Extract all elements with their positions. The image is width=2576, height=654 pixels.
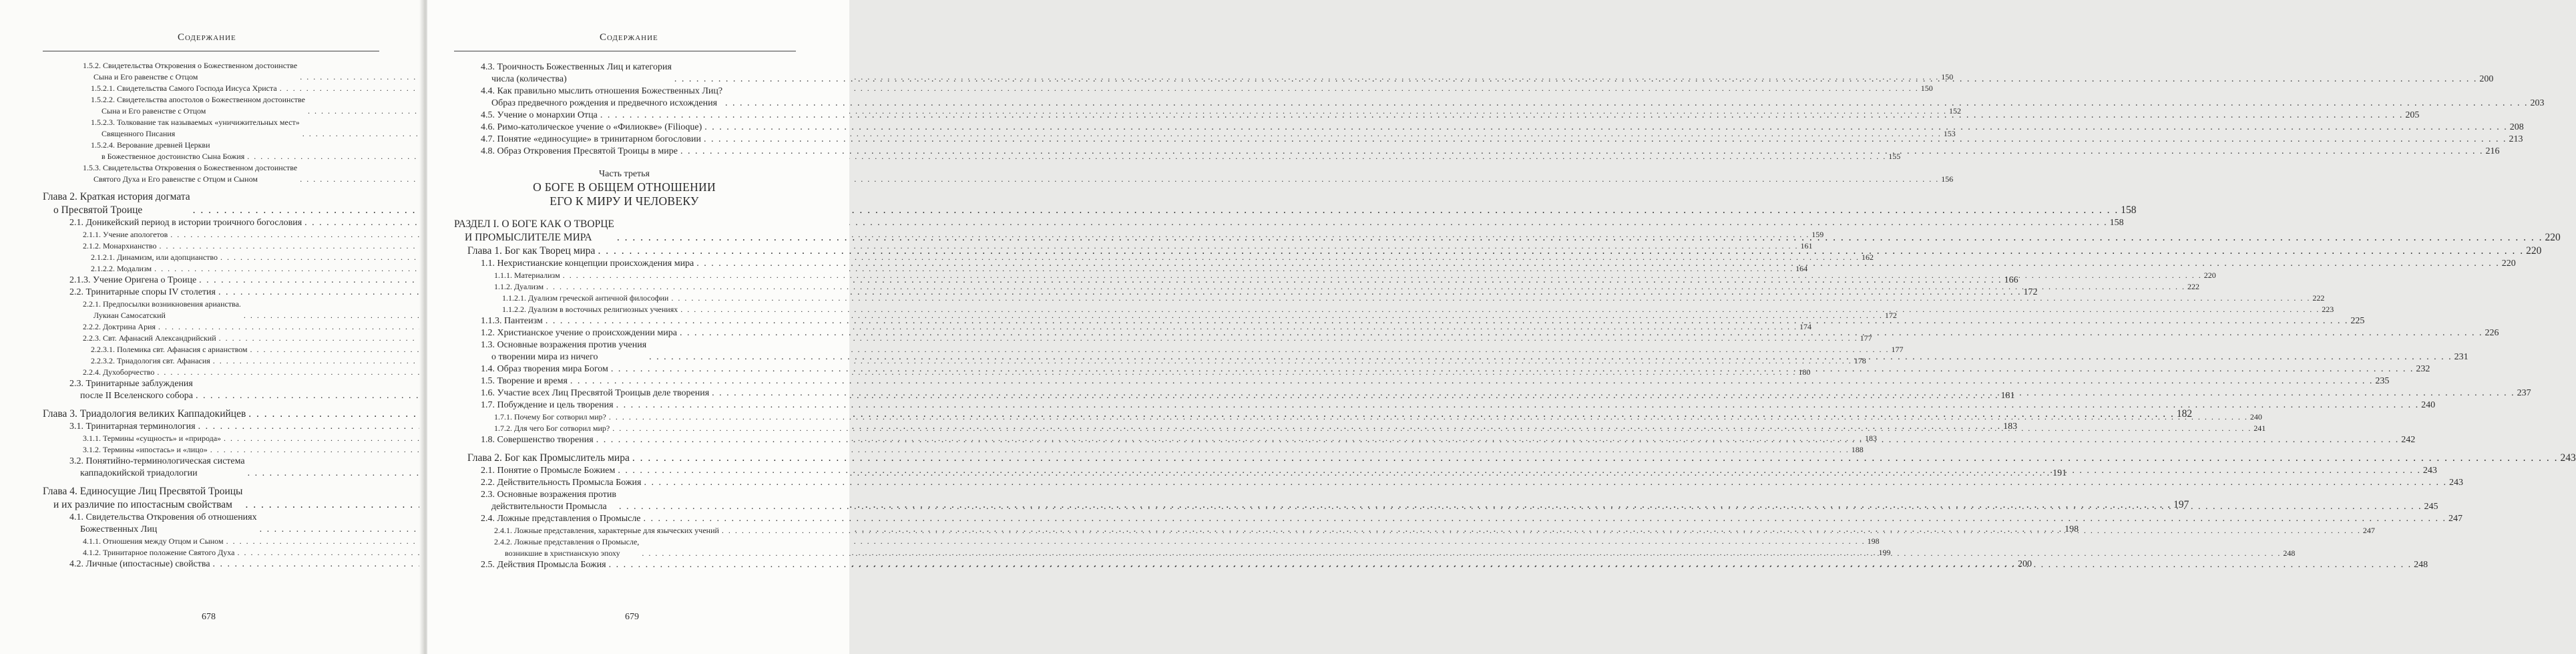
- toc-entry-title: [83, 547, 234, 558]
- toc-spacer: [43, 480, 377, 485]
- toc-entry-line: 1.5.2.3. Толкование так называемых «уничижительных мест»: [91, 118, 300, 127]
- toc-entry-page: 156: [1941, 174, 1954, 184]
- toc-entry[interactable]: [454, 304, 2334, 315]
- toc-entry[interactable]: [43, 444, 1864, 456]
- dot-leader: [649, 351, 2452, 363]
- toc-entry-page: 213: [2509, 134, 2523, 144]
- toc-entry-title: [494, 270, 560, 281]
- toc-entry-title: [43, 190, 190, 217]
- toc-entry-title: [494, 536, 639, 559]
- toc-entry-line: каппадокийской триадологии: [80, 468, 198, 478]
- toc-entry-line: 3.2. Понятийно-терминологическая система: [69, 456, 245, 466]
- toc-entry-page: 248: [2414, 560, 2428, 570]
- toc-entry-page: 155: [1888, 152, 1901, 161]
- toc-entry-page: 240: [2421, 400, 2436, 410]
- toc-entry-page: 191: [2053, 468, 2067, 478]
- toc-entry-line: 1.5.2. Свидетельства Откровения о Божественном достоинстве: [83, 61, 298, 70]
- toc-entry-page: 237: [2517, 388, 2531, 398]
- toc-entry-title: [481, 86, 722, 110]
- toc-entry-title: [69, 217, 302, 229]
- dot-leader: [546, 281, 2185, 293]
- dot-leader: [612, 423, 2251, 434]
- toc-entry-line: 2.1.2.2. Модализм: [91, 264, 152, 273]
- part-title: О БОГЕ В ОБЩЕМ ОТНОШЕНИИ: [533, 180, 716, 194]
- toc-entry-line: 1.1.1. Материализм: [494, 271, 560, 280]
- toc-entry-line: 4.1.1. Отношения между Отцом и Сыном: [83, 536, 224, 546]
- toc-entry[interactable]: [454, 399, 2436, 412]
- toc-entry-title: [91, 140, 244, 162]
- toc-entry-page: 240: [2249, 412, 2262, 422]
- dot-leader: [671, 293, 2310, 304]
- dot-leader: [674, 73, 2478, 86]
- dot-leader: [644, 513, 2447, 525]
- dot-leader: [642, 548, 2281, 559]
- toc-entry-line: 2.4.2. Ложные представления о Промысле,: [494, 537, 640, 546]
- toc-entry-page: 231: [2454, 352, 2468, 362]
- running-header: Содержание: [178, 32, 236, 43]
- toc-entry-line: 1.7.2. Для чего Бог сотворил мир?: [494, 424, 610, 433]
- toc-spacer: [43, 402, 377, 407]
- toc-entry-title: [69, 421, 196, 433]
- toc-entry-line: 4.5. Учение о монархии Отца: [481, 110, 598, 120]
- toc-entry-page: 158: [2109, 218, 2124, 228]
- toc-entry-title: [43, 485, 242, 512]
- toc-entry-page: 200: [2479, 74, 2494, 84]
- dot-leader: [563, 270, 2202, 281]
- toc-entry-line: 1.1. Нехристианские концепции происхождения мира: [481, 259, 694, 269]
- toc-entry-title: [69, 287, 216, 299]
- toc-entry-title: [467, 452, 630, 465]
- toc-entry-title: [481, 339, 646, 363]
- toc-entry-page: 203: [2530, 98, 2545, 108]
- toc-entry[interactable]: [454, 513, 2463, 525]
- dot-leader: [696, 258, 2500, 270]
- toc-entry-line: 4.2. Личные (ипостасные) свойства: [69, 559, 210, 569]
- toc-entry-page: 248: [2283, 548, 2296, 558]
- toc-entry-title: [481, 399, 614, 412]
- toc-entry-line: 2.2.4. Духоборчество: [83, 367, 155, 377]
- toc-entry-title: [481, 559, 606, 571]
- toc-entry-page: 208: [2509, 122, 2524, 132]
- toc-entry-title: [83, 162, 297, 185]
- toc-entry-line: Глава 4. Единосущие Лиц Пресвятой Троицы: [43, 486, 243, 497]
- dot-leader: [680, 146, 2484, 158]
- toc-entry-page: 182: [2176, 408, 2193, 420]
- toc-entry-line: 2.5. Действия Промысла Божия: [481, 560, 606, 570]
- toc-entry-page: 180: [1798, 367, 1811, 377]
- dot-leader: [712, 387, 2515, 399]
- toc-entry-title: [83, 229, 168, 240]
- toc-entry-page: 216: [2485, 146, 2500, 156]
- toc-entry-page: 199: [1878, 548, 1891, 557]
- toc-entry-line: 2.2.3. Свт. Афанасий Александрийский: [83, 333, 216, 343]
- toc-entry-title: [481, 134, 701, 146]
- toc-entry-page: 247: [2448, 514, 2463, 524]
- toc-entry-page: 174: [1799, 322, 1812, 331]
- toc-entry-title: [494, 423, 610, 434]
- toc-entry-title: [91, 355, 210, 367]
- dot-leader: [546, 315, 2349, 327]
- dot-leader: [609, 559, 2412, 571]
- toc-entry-title: [91, 344, 248, 355]
- toc-entry-title: [69, 378, 193, 402]
- toc-entry-title: [494, 281, 544, 293]
- toc-entry-line: числа (количества): [491, 74, 567, 84]
- toc-entry-line: Образ предвечного рождения и предвечного исхождения: [491, 98, 718, 108]
- dot-leader: [680, 327, 2483, 339]
- toc-entry-page: 181: [2000, 391, 2015, 401]
- toc-entry-page: 220: [2545, 232, 2561, 243]
- dot-leader: [570, 375, 2374, 387]
- toc-entry[interactable]: [454, 134, 2523, 146]
- toc-entry-line: 4.4. Как правильно мыслить отношения Божественных Лиц?: [481, 86, 723, 96]
- toc-entry-line: 4.6. Римо-католическое учение о «Филиокве» (Filioque): [481, 122, 702, 132]
- toc-entry-page: 150: [1941, 72, 1954, 81]
- toc-entry-page: 198: [2065, 524, 2079, 534]
- toc-entry-line: после II Вселенского собора: [80, 391, 193, 401]
- toc-entry-title: [454, 218, 614, 244]
- toc-entry-title: [481, 513, 641, 525]
- toc-entry-title: [83, 433, 221, 444]
- toc-entry-line: 1.3. Основные возражения против учения: [481, 340, 647, 350]
- toc-entry-title: [83, 367, 154, 378]
- toc-entry-line: Божественных Лиц: [80, 524, 158, 534]
- toc-entry-line: 4.1.2. Тринитарное положение Святого Духа: [83, 548, 235, 557]
- toc-entry-line: 1.5.2.4. Верование древней Церкви: [91, 140, 210, 150]
- dot-leader: [704, 134, 2507, 146]
- toc-entry-line: Глава 3. Триадология великих Каппадокийцев: [43, 408, 246, 420]
- toc-entry-title: [83, 536, 224, 547]
- toc-entry-line: РАЗДЕЛ I. О БОГЕ КАК О ТВОРЦЕ: [454, 218, 614, 230]
- toc-entry-line: 1.7. Побуждение и цель творения: [481, 400, 614, 410]
- toc-entry-line: 3.1.1. Термины «сущность» и «природа»: [83, 434, 222, 443]
- toc-entry-title: [83, 240, 156, 252]
- toc-entry-line: Священного Писания: [101, 129, 176, 138]
- toc-entry[interactable]: [454, 375, 2390, 387]
- toc-entry-line: о творении мира из ничего: [491, 352, 598, 362]
- toc-entry[interactable]: [454, 477, 2463, 489]
- toc-entry-page: 220: [2501, 259, 2516, 269]
- toc-entry-title: [481, 375, 568, 387]
- toc-entry-page: 232: [2416, 364, 2430, 374]
- dot-leader: [600, 110, 2404, 122]
- toc-entry-line: 4.3. Троичность Божественных Лиц и категория: [481, 62, 672, 72]
- toc-entry-line: 2.1.2. Монархианство: [83, 241, 157, 251]
- toc-entry-line: 4.8. Образ Откровения Пресвятой Троицы в мире: [481, 146, 678, 156]
- toc-entry-line: 2.4.1. Ложные представления, характерные для языческих учений: [494, 526, 719, 535]
- toc-entry[interactable]: [454, 293, 2325, 304]
- toc-entry-line: о Пресвятой Троице: [53, 204, 143, 216]
- toc-entry-line: 1.1.2. Дуализм: [494, 282, 544, 291]
- toc-entry-line: 3.1.2. Термины «ипостась» и «лицо»: [83, 445, 208, 454]
- toc-entry-line: 2.3. Основные возражения против: [481, 490, 616, 500]
- toc-entry-title: [481, 146, 678, 158]
- toc-entry-title: [481, 477, 641, 489]
- page-number: 679: [625, 612, 639, 622]
- toc-entry-title: [69, 558, 210, 570]
- toc-entry-line: 1.5.2.2. Свидетельства апостолов о Божественном достоинстве: [91, 95, 305, 104]
- toc-entry-page: 225: [2350, 316, 2365, 326]
- toc-entry-title: [481, 434, 594, 446]
- toc-entry-line: 1.5.3. Свидетельства Откровения о Божественном достоинстве: [83, 163, 298, 172]
- toc-entry-line: 2.2. Тринитарные споры IV столетия: [69, 287, 216, 297]
- toc-entry-title: [481, 110, 598, 122]
- toc-entry-page: 177: [1891, 345, 1904, 354]
- toc-entry-line: и их различие по ипостасным свойствам: [53, 499, 232, 510]
- toc-entry-line: И ПРОМЫСЛИТЕЛЕ МИРА: [465, 232, 592, 243]
- toc-entry-line: 4.1. Свидетельства Откровения об отношениях: [69, 512, 257, 522]
- toc-entry-line: 1.1.2.1. Дуализм греческой античной философии: [502, 293, 669, 303]
- toc-entry-page: 222: [2187, 282, 2200, 291]
- toc-entry-page: 226: [2485, 328, 2499, 338]
- toc-entry-line: 1.8. Совершенство творения: [481, 435, 594, 445]
- toc-entry-page: 241: [2253, 424, 2266, 433]
- toc-entry-page: 223: [2322, 305, 2334, 314]
- toc-entry-page: 178: [1854, 356, 1866, 365]
- toc-entry-page: 161: [1800, 241, 1813, 251]
- toc-entry-title: [502, 293, 668, 304]
- toc-entry-line: Глава 2. Краткая история догмата: [43, 191, 190, 202]
- dot-leader: [725, 98, 2529, 110]
- toc-entry-line: 1.1.3. Пантеизм: [481, 316, 543, 326]
- toc-entry-page: 166: [2004, 275, 2018, 285]
- toc-entry-line: 2.1.2.1. Динамизм, или адопцианство: [91, 253, 218, 262]
- toc-entry-line: 3.1. Тринитарная терминология: [69, 422, 196, 432]
- toc-entry-line: 1.6. Участие всех Лиц Пресвятой Троицыв деле творения: [481, 388, 710, 398]
- toc-entry-page: 235: [2375, 376, 2390, 386]
- toc-entry-title: [69, 456, 245, 480]
- toc-entry-title: [481, 489, 616, 513]
- toc-entry-title: [83, 321, 156, 333]
- toc-entry-title: [494, 412, 606, 423]
- toc-entry-page: 172: [1884, 311, 1897, 320]
- toc-entry-title: [83, 333, 216, 344]
- toc-entry-page: 158: [2121, 204, 2137, 216]
- toc-entry-line: 1.4. Образ творения мира Богом: [481, 364, 608, 374]
- toc-entry-page: 205: [2405, 110, 2420, 120]
- toc-entry-page: 198: [1867, 536, 1880, 546]
- toc-entry-title: [83, 444, 208, 456]
- dot-leader: [617, 231, 2543, 244]
- toc-entry-page: 222: [2312, 293, 2325, 303]
- toc-entry-line: 1.1.2.2. Дуализм в восточных религиозных учениях: [502, 305, 678, 314]
- toc-entry-page: 159: [1811, 230, 1824, 239]
- toc-entry-line: 2.2.3.2. Триадология свт. Афанасия: [91, 356, 210, 365]
- toc-entry-title: [69, 512, 257, 536]
- dot-leader: [598, 244, 2524, 258]
- toc-entry-title: [481, 315, 543, 327]
- dot-leader: [722, 525, 2361, 536]
- dot-leader: [609, 412, 2248, 423]
- toc-entry-title: [481, 363, 608, 375]
- toc-entry-title: [91, 83, 277, 94]
- running-header: Содержание: [600, 32, 658, 43]
- dot-leader: [619, 501, 2422, 513]
- toc-entry-title: [481, 122, 702, 134]
- toc-entry-page: 172: [2023, 287, 2038, 297]
- toc-entry-line: Глава 2. Бог как Промыслитель мира: [467, 452, 630, 464]
- toc-entry-title: [481, 327, 677, 339]
- dot-leader: [616, 399, 2420, 412]
- toc-entry-page: 153: [1943, 129, 1956, 138]
- toc-entry-page: 162: [1861, 253, 1874, 262]
- toc-entry-page: 150: [1920, 84, 1933, 93]
- toc-entry-page: 220: [2526, 245, 2542, 257]
- toc-entry-page: 200: [2018, 559, 2032, 569]
- toc-entry-page: 152: [1948, 106, 1961, 116]
- page-number: 678: [202, 612, 216, 622]
- toc-entry-line: 2.2.2. Доктрина Ария: [83, 322, 156, 331]
- toc-entry-page: 164: [1795, 264, 1808, 273]
- toc-entry-line: Лукиан Самосатский: [93, 311, 166, 320]
- toc-entry-line: 2.3. Тринитарные заблуждения: [69, 379, 193, 389]
- toc-entry-page: 177: [1860, 333, 1872, 343]
- toc-entry-line: 2.2. Действительность Промысла Божия: [481, 478, 642, 488]
- toc-entry-title: [91, 263, 152, 275]
- toc-entry-line: 2.1. Доникейский период в истории троичного богословия: [69, 218, 302, 228]
- toc-entry-line: Глава 1. Бог как Творец мира: [467, 245, 596, 257]
- toc-entry-page: 183: [2003, 422, 2018, 432]
- toc-entry-line: 2.4. Ложные представления о Промысле: [481, 514, 641, 524]
- toc-entry-line: 2.1.3. Учение Оригена о Троице: [69, 275, 197, 285]
- toc-entry[interactable]: [43, 252, 1874, 263]
- toc-entry-line: 1.2. Христианское учение о происхождении мира: [481, 328, 677, 338]
- dot-leader: [632, 452, 2559, 465]
- toc-spacer: [454, 446, 795, 452]
- toc-entry-title: [91, 117, 300, 140]
- toc-entry-title: [91, 252, 218, 263]
- toc-entry-page: 183: [1865, 434, 1878, 443]
- toc-entry-title: [69, 275, 196, 287]
- toc-entry-title: [91, 94, 305, 117]
- toc-entry-line: 2.1.1. Учение апологетов: [83, 230, 168, 239]
- toc-entry-line: 1.5.2.1. Свидетельства Самого Господа Иисуса Христа: [91, 84, 277, 93]
- toc-entry-page: 242: [2401, 435, 2416, 445]
- toc-spacer: [43, 185, 377, 190]
- toc-entry-title: [467, 244, 595, 258]
- toc-entry-line: 4.7. Понятие «единосущие» в тринитарном богословии: [481, 134, 701, 144]
- dot-leader: [680, 304, 2320, 315]
- toc-entry-line: возникшие в христианскую эпоху: [505, 548, 620, 558]
- toc-entry-page: 220: [2203, 271, 2216, 280]
- toc-entry-line: 1.5. Творение и время: [481, 376, 568, 386]
- toc-entry-line: 2.1. Понятие о Промысле Божием: [481, 466, 616, 476]
- toc-entry-title: [43, 407, 246, 421]
- toc-entry-title: [481, 258, 694, 270]
- toc-entry-title: [481, 61, 672, 86]
- toc-entry-title: [502, 304, 678, 315]
- toc-entry-line: 1.7.1. Почему Бог сотворил мир?: [494, 412, 606, 422]
- toc-entry-page: 243: [2560, 452, 2576, 464]
- toc-entry-page: 247: [2362, 526, 2375, 535]
- toc-entry-page: 243: [2422, 466, 2437, 476]
- toc-entry-line: в Божественное достоинство Сына Божия: [101, 152, 245, 161]
- dot-leader: [644, 477, 2447, 489]
- toc-entry-line: действительности Промысла: [491, 502, 607, 512]
- toc-entry-line: 2.2.1. Предпосылки возникновения арианства.: [83, 299, 241, 309]
- toc-entry-page: 197: [2173, 499, 2189, 510]
- toc-entry-line: Сына и Его равенстве с Отцом: [93, 72, 198, 81]
- toc-entry-title: [481, 387, 709, 399]
- toc-entry-page: 245: [2424, 502, 2438, 512]
- toc-entry-page: 188: [1851, 445, 1864, 454]
- dot-leader: [611, 363, 2414, 375]
- part-label: Часть третья: [599, 169, 650, 179]
- toc-entry-line: Святого Духа и Его равенстве с Отцом и Сыном: [93, 174, 258, 184]
- toc-entry-line: Сына и Его равенстве с Отцом: [101, 106, 206, 116]
- dot-leader: [704, 122, 2508, 134]
- toc-entry-title: [83, 60, 297, 83]
- toc-entry-title: [481, 465, 615, 477]
- toc-entry-page: 243: [2448, 478, 2463, 488]
- dot-leader: [596, 434, 2400, 446]
- dot-leader: [618, 465, 2421, 477]
- part-title: ЕГО К МИРУ И ЧЕЛОВЕКУ: [550, 194, 699, 208]
- toc-entry-title: [494, 525, 719, 536]
- toc-entry[interactable]: [454, 452, 2576, 465]
- toc-entry-line: 2.2.3.1. Полемика свт. Афанасия с арианством: [91, 345, 248, 354]
- toc-entry-title: [83, 299, 241, 321]
